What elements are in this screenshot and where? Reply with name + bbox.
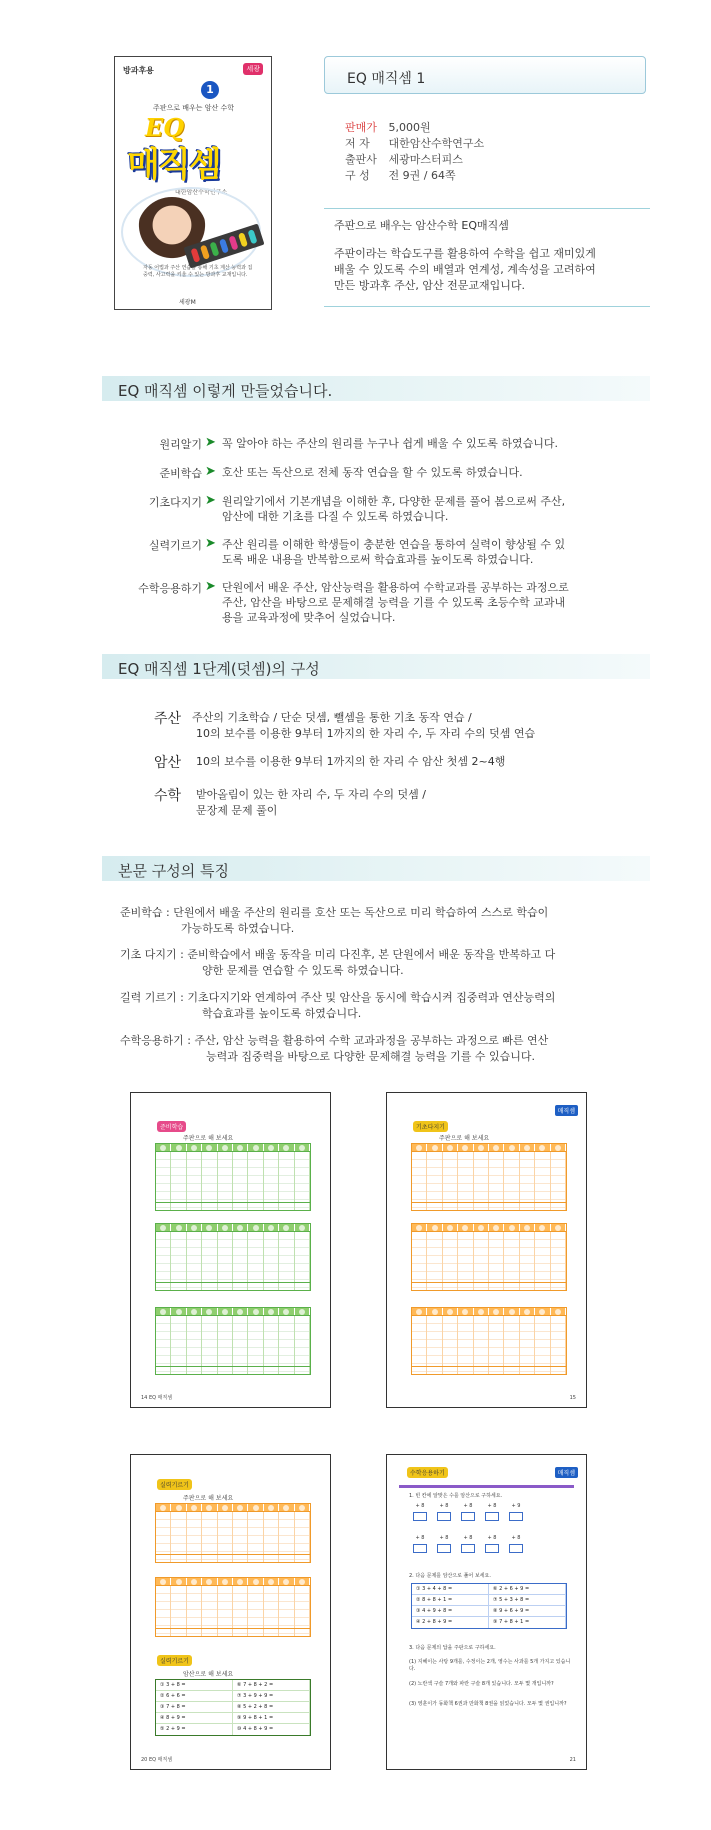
feature-text: 원리알기에서 기본개념을 이해한 후, 다양한 문제를 풀어 봄으로써 주산, 암산에 대한 기초를 다질 수 있도록 하였습니다. [222,495,566,523]
sample-page-1 [130,1092,331,1408]
feature-label: 수학응용하기 [138,582,202,595]
word-problem: (2) 노란색 구슬 7개와 파란 구슬 8개 있습니다. 모두 몇 개입니까? [409,1681,554,1687]
intro-divider-top [324,208,650,209]
cover-subtitle: 주판으로 배우는 암산 수학 [153,104,235,112]
page-instruction: 암산으로 해 보세요 [183,1671,234,1678]
spec-row-price [345,119,431,135]
composition-label-mental: 암산 [154,755,182,771]
book-title: EQ 매직셈 1 [347,71,426,87]
intro-divider-bottom [324,306,650,307]
intro-line: 만든 방과후 주산, 암산 전문교재입니다. [334,279,525,292]
page-instruction: 주판으로 해 보세요 [439,1135,490,1142]
table-row: ③ 7 + 8 = ⑧ 5 + 2 + 8 = [156,1702,310,1713]
feature-text: 주산 원리를 이해한 학생들이 충분한 연습을 통하여 실력이 향상될 수 있 도록 배운 내용을 반복함으로써 학습효과를 높이도록 하였습니다. [222,538,566,566]
green-arrow-icon: ➤ [205,579,216,594]
intro-title: 주판으로 배우는 암산수학 EQ매직셈 [334,219,509,232]
green-arrow-icon: ➤ [205,464,216,479]
composition-label-abacus: 주산 [154,711,182,727]
book-title-box [324,56,646,94]
cover-tag: 방과후용 [123,66,154,75]
green-arrow-icon: ➤ [205,536,216,551]
table-row: ④ 8 + 9 = ⑨ 9 + 8 + 1 = [156,1713,310,1724]
section-title: EQ 매직셈 1단계(덧셈)의 구성 [118,660,320,678]
cover-author: 대한암산수학연구소 [175,189,228,196]
green-arrow-icon: ➤ [205,493,216,508]
abacus-problem-grid [411,1223,567,1291]
feature-label: 실력기르기 [148,539,202,552]
page-badge: 수학응용하기 [407,1467,448,1478]
spec-row-author [345,135,484,151]
section-header-how-made [102,376,650,401]
spec-value: 세광마스터피스 [388,153,463,166]
intro-line: 주판이라는 학습도구를 활용하여 수학을 쉽고 재미있게 [334,247,596,260]
page-footer: 15 [569,1395,576,1401]
book-cover-image [114,56,272,310]
body-feature-item: 기초 다지기 : 준비학습에서 배울 동작을 미리 다진후, 본 단원에서 배운 동작을 반복하고 다 양한 문제를 연습할 수 있도록 하였습니다. [120,948,556,977]
page-footer: 21 [569,1757,576,1763]
answer-box-row: + 8 + 8 + 8 + 8 + 9 [411,1503,525,1529]
body-feature-item: 준비학습 : 단원에서 배울 주산의 원리를 호산 또는 독산으로 미리 학습하여 스스로 학습이 가능하도록 하였습니다. [120,906,549,935]
section-header-composition [102,654,650,679]
body-feature-item: 길력 기르기 : 기초다지기와 연계하여 주산 및 암산을 동시에 학습시켜 집중력과 연산능력의 학습효과를 높이도록 하였습니다. [120,991,556,1020]
spec-key: 구 성 [345,169,370,182]
question-1: 1. 빈 칸에 알맞은 수를 암산으로 구하세요. [409,1493,503,1499]
abacus-problem-grid [155,1503,311,1563]
cover-volume-number: 1 [201,81,219,99]
sample-page-3 [130,1454,331,1770]
table-row: ① 3 + 4 + 8 = ⑥ 2 + 6 + 9 = [412,1584,566,1595]
feature-text: 호산 또는 독산으로 전체 동작 연습을 할 수 있도록 하였습니다. [222,466,523,479]
body-feature-item: 수학응용하기 : 주산, 암산 능력을 활용하여 수학 교과과정을 공부하는 과정으로 빠른 연산 능력과 집중력을 바탕으로 다양한 문제해결 능력을 기를 수 있습니다. [120,1034,549,1063]
question-3: 3. 다음 문제의 답을 주판으로 구하세요. [409,1645,496,1651]
feature-text: 단원에서 배운 주산, 암산능력을 활용하여 수학교과를 공부하는 과정으로 주산, 암산을 바탕으로 문제해결 능력을 기를 수 있도록 초등수학 교과내 용을 교육과정에 맞추어 실었습니다. [222,581,569,624]
word-problem: (1) 지혜이는 사탕 9개를, 수정이는 2개, 영수는 사과를 5개 가지고 있습니다. [409,1659,571,1672]
table-row: ④ 2 + 8 + 9 = ⑨ 7 + 8 + 1 = [412,1617,566,1628]
spec-row-composition [345,167,456,183]
section-header-body-features [102,856,650,881]
feature-label: 기초다지기 [148,496,202,509]
table-row: ① 3 + 8 = ⑥ 7 + 8 + 2 = [156,1680,310,1691]
composition-text: 받아올림이 있는 한 자리 수, 두 자리 수의 덧셈 / 문장제 문제 풀이 [196,788,426,817]
spec-key: 출판사 [345,153,377,166]
abacus-problem-grid [155,1307,311,1375]
cover-publisher-logo: 세광 [243,63,263,75]
abacus-problem-grid [155,1223,311,1291]
page-header-bar [399,1485,574,1488]
spec-value: 전 9권 / 64쪽 [388,169,456,182]
spec-key: 저 자 [345,137,370,150]
page-badge: 기초다지기 [413,1121,448,1132]
composition-text: 10의 보수를 이용한 9부터 1까지의 한 자리 수 암산 첫셈 2~4행 [196,755,506,768]
spec-value: 대한암산수학연구소 [388,137,485,150]
mental-math-table [155,1679,311,1736]
mental-math-table [411,1583,567,1629]
section-title: 본문 구성의 특징 [118,862,229,880]
page-footer: 14 EQ 매직셈 [141,1395,173,1401]
abacus-problem-grid [155,1577,311,1637]
word-problem: (3) 영훈이가 동화책 6권과 만화책 8권을 읽었습니다. 모두 몇 권입니까? [409,1701,567,1707]
green-arrow-icon: ➤ [205,435,216,450]
question-2: 2. 다음 문제를 암산으로 풀어 보세요. [409,1573,491,1579]
page-logo: 매직셈 [555,1105,578,1116]
table-row: ⑤ 2 + 9 = ⑩ 4 + 8 + 9 = [156,1724,310,1735]
sample-page-4 [386,1454,587,1770]
page-instruction: 주판으로 해 보세요 [183,1135,234,1142]
spec-row-publisher [345,151,463,167]
cover-eq-logo: EQ [145,113,185,142]
feature-text: 꼭 알아야 하는 주산의 원리를 누구나 쉽게 배울 수 있도록 하였습니다. [222,437,558,450]
feature-label: 준비학습 [159,467,202,480]
abacus-problem-grid [411,1143,567,1211]
spec-value: 5,000원 [388,121,431,134]
sample-page-2 [386,1092,587,1408]
spec-key: 판매가 [345,121,377,134]
cover-footer-logo: 세광M [179,299,196,306]
page-footer: 20 EQ 매직셈 [141,1757,173,1763]
answer-box-row: + 8 + 8 + 8 + 8 + 8 [411,1535,525,1561]
page-logo: 매직셈 [555,1467,578,1478]
table-row: ③ 4 + 9 + 8 = ⑧ 9 + 6 + 9 = [412,1606,566,1617]
cover-description: 자동 어법과 주산 연습을 통해 기초 계산 능력과 집중력, 사고력을 키울 수 있는 방과후 교재입니다. [143,265,253,278]
abacus-problem-grid [155,1143,311,1211]
page-instruction: 주판으로 해 보세요 [183,1495,234,1502]
abacus-problem-grid [411,1307,567,1375]
cover-title: 매직셈 [127,145,220,185]
page-badge: 실력기르기 [157,1655,192,1666]
composition-label-math: 수학 [154,788,182,804]
table-row: ② 6 + 6 = ⑦ 3 + 9 + 9 = [156,1691,310,1702]
intro-line: 배울 수 있도록 수의 배열과 연계성, 계속성을 고려하여 [334,263,596,276]
table-row: ② 8 + 8 + 1 = ⑦ 5 + 3 + 8 = [412,1595,566,1606]
composition-text: 주산의 기초학습 / 단순 덧셈, 뺄셈을 통한 기초 동작 연습 / 10의 보수를 이용한 9부터 1까지의 한 자리 수, 두 자리 수의 덧셈 연습 [192,711,536,740]
page-badge: 준비학습 [157,1121,186,1132]
feature-label: 원리알기 [159,438,202,451]
section-title: EQ 매직셈 이렇게 만들었습니다. [118,382,333,400]
page-badge: 실력기르기 [157,1479,192,1490]
